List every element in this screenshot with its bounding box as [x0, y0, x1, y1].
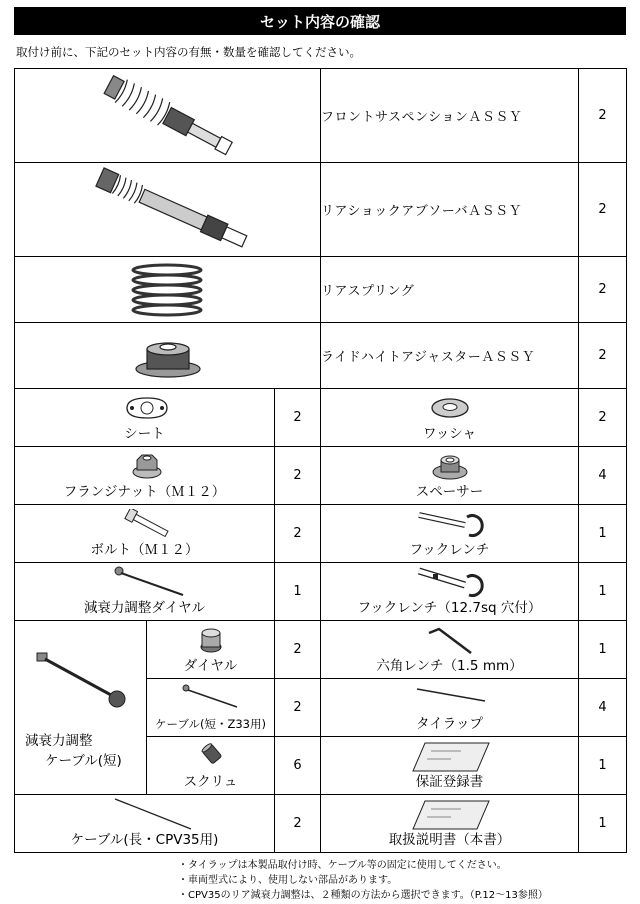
table-row — [15, 447, 627, 505]
flange-nut-label: フランジナット（Ｍ１２） — [63, 484, 226, 500]
spacer-qty: 4 — [579, 447, 627, 505]
warranty-qty: 1 — [579, 737, 627, 795]
seat-label: シート — [124, 426, 165, 442]
tie-wrap-cell — [321, 679, 579, 737]
flange-nut-cell — [15, 447, 275, 505]
tie-wrap-label: タイラップ — [416, 716, 483, 732]
rear-absorber-qty: 2 — [579, 163, 627, 257]
parts-table — [14, 68, 627, 853]
bolt-qty: 2 — [275, 505, 321, 563]
warranty-cell — [321, 737, 579, 795]
damping-cable-group-label-1: 減衰力調整 — [25, 733, 93, 749]
cable-long-label: ケーブル(長・CPV35用) — [70, 832, 219, 848]
washer-cell — [321, 389, 579, 447]
tie-wrap-qty: 4 — [579, 679, 627, 737]
screw-cell — [147, 737, 275, 795]
warranty-card-icon — [411, 741, 491, 773]
hook-wrench-hole-label: フックレンチ（12.7sq 穴付） — [357, 600, 542, 616]
cable-long-icon — [113, 797, 193, 831]
hex-wrench-qty: 1 — [579, 621, 627, 679]
washer-qty: 2 — [579, 389, 627, 447]
table-row — [15, 69, 627, 163]
rear-spring-name: リアスプリング — [321, 257, 579, 323]
table-row — [15, 257, 627, 323]
spacer-icon — [430, 452, 470, 482]
hook-wrench-hole-cell — [321, 563, 579, 621]
cable-short-cell — [147, 679, 275, 737]
table-row — [15, 563, 627, 621]
damping-cable-short-icon — [31, 649, 131, 709]
ride-height-image — [15, 323, 321, 389]
damping-dial-icon — [111, 565, 191, 599]
bolt-label: ボルト（Ｍ１２） — [90, 542, 199, 558]
dial-cell — [147, 621, 275, 679]
manual-icon — [411, 799, 491, 831]
cable-short-icon — [181, 683, 241, 711]
notes — [178, 858, 548, 903]
rear-spring-qty: 2 — [579, 257, 627, 323]
bolt-cell — [15, 505, 275, 563]
hex-wrench-label: 六角レンチ（1.5 mm） — [376, 658, 523, 674]
dial-qty: 2 — [275, 621, 321, 679]
rear-absorber-image — [15, 163, 321, 257]
rear-absorber-icon — [89, 167, 259, 253]
manual-label: 取扱説明書（本書） — [388, 832, 511, 848]
table-row — [15, 389, 627, 447]
front-assy-name: フロントサスペンションＡＳＳＹ — [321, 69, 579, 163]
table-row — [15, 163, 627, 257]
screw-label: スクリュ — [183, 774, 238, 790]
hook-wrench-cell — [321, 505, 579, 563]
table-row — [15, 621, 627, 679]
bolt-icon — [123, 509, 173, 539]
hook-wrench-qty: 1 — [579, 505, 627, 563]
section-title-banner — [14, 7, 626, 35]
spring-icon — [127, 262, 207, 318]
spacer-label: スペーサー — [415, 484, 484, 500]
manual-qty: 1 — [579, 795, 627, 853]
tie-wrap-icon — [415, 687, 487, 703]
table-row — [15, 505, 627, 563]
dial-icon — [197, 625, 225, 655]
damping-dial-label: 減衰力調整ダイヤル — [83, 600, 206, 616]
dial-label: ダイヤル — [183, 658, 238, 674]
seat-cell — [15, 389, 275, 447]
section-title: セット内容の確認 — [259, 12, 380, 31]
washer-label: ワッシャ — [422, 426, 477, 442]
rear-spring-image — [15, 257, 321, 323]
ride-height-qty: 2 — [579, 323, 627, 389]
warranty-label: 保証登録書 — [415, 774, 484, 790]
spacer-cell — [321, 447, 579, 505]
hook-wrench-hole-qty: 1 — [579, 563, 627, 621]
table-row — [15, 795, 627, 853]
screw-icon — [201, 743, 223, 765]
cable-short-qty: 2 — [275, 679, 321, 737]
hex-wrench-icon — [425, 625, 475, 657]
hook-wrench-icon — [413, 507, 493, 539]
front-assy-qty: 2 — [579, 69, 627, 163]
cable-long-cell — [15, 795, 275, 853]
damping-cable-group-label-2: ケーブル(短) — [45, 753, 122, 769]
flange-nut-icon — [131, 452, 163, 480]
washer-icon — [428, 395, 472, 421]
damping-dial-cell — [15, 563, 275, 621]
damping-dial-qty: 1 — [275, 563, 321, 621]
ride-height-name: ライドハイトアジャスターＡＳＳＹ — [321, 323, 579, 389]
hook-wrench-label: フックレンチ — [409, 542, 490, 558]
seat-icon — [123, 395, 171, 421]
cable-short-label: ケーブル(短・Z33用) — [155, 717, 266, 731]
rear-absorber-name: リアショックアブソーバＡＳＳＹ — [321, 163, 579, 257]
table-row — [15, 323, 627, 389]
manual-cell — [321, 795, 579, 853]
cable-long-qty: 2 — [275, 795, 321, 853]
front-suspension-icon — [93, 73, 243, 159]
ride-height-adjuster-icon — [133, 331, 203, 381]
screw-qty: 6 — [275, 737, 321, 795]
note-line: ・CPV35のリア減衰力調整は、２種類の方法から選択できます。（P.12〜13参照） — [178, 890, 548, 901]
note-line: ・車両型式により、使用しない部品があります。 — [178, 875, 398, 886]
damping-cable-group — [15, 621, 147, 795]
intro-text: 取付け前に、下記のセット内容の有無・数量を確認してください。 — [16, 45, 361, 59]
flange-nut-qty: 2 — [275, 447, 321, 505]
front-suspension-image — [15, 69, 321, 163]
hex-wrench-cell — [321, 621, 579, 679]
note-line: ・タイラップは本製品取付け時、ケーブル等の固定に使用してください。 — [178, 860, 507, 871]
seat-qty: 2 — [275, 389, 321, 447]
